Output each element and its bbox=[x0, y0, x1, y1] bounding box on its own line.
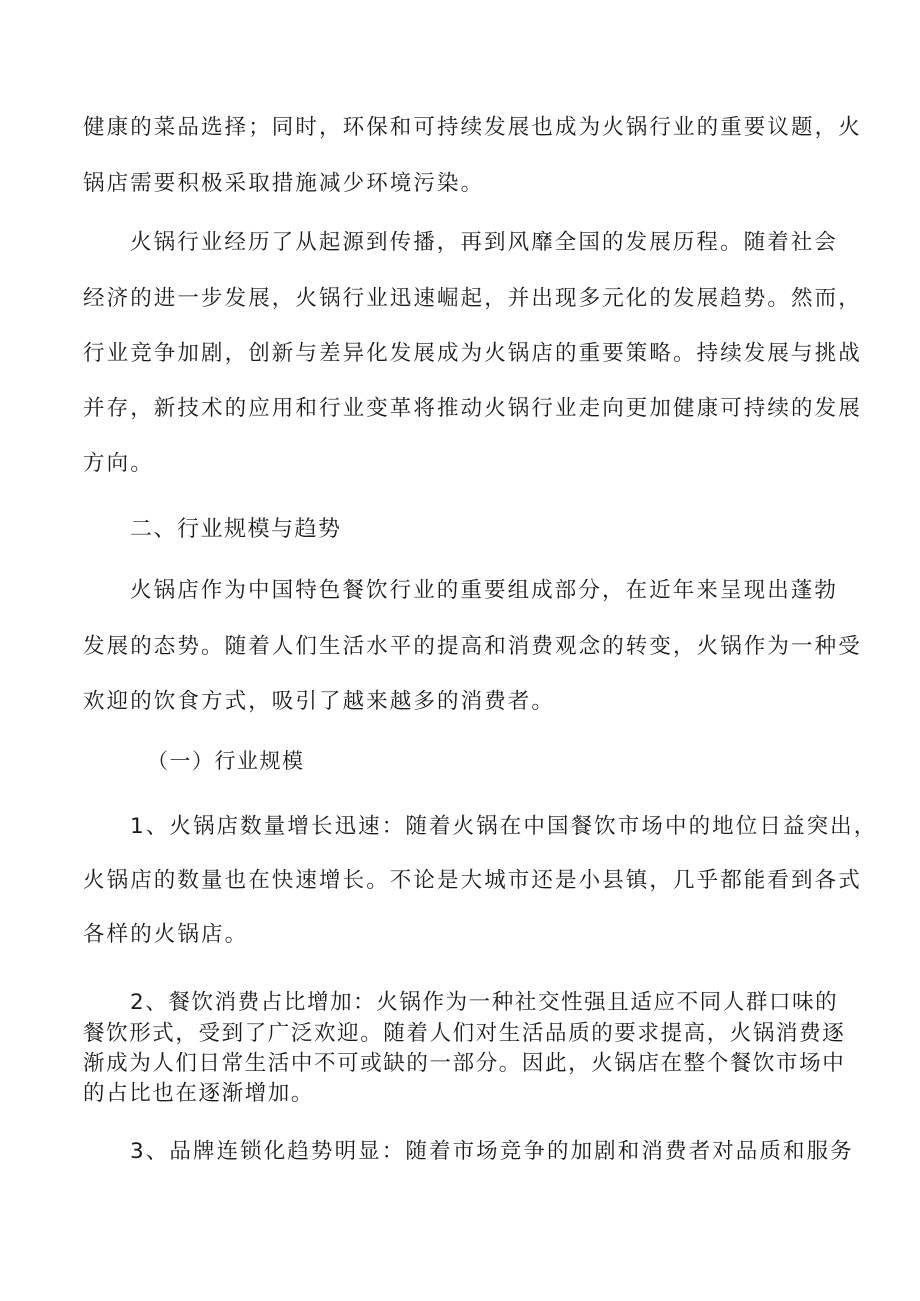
paragraph-line: 火锅店作为中国特色餐饮行业的重要组成部分，在近年来呈现出蓬勃 bbox=[130, 578, 839, 603]
list-item-line: 2、餐饮消费占比增加：火锅作为一种社交性强且适应不同人群口味的 bbox=[130, 990, 839, 1015]
paragraph-line: 健康的菜品选择；同时，环保和可持续发展也成为火锅行业的重要议题，火 bbox=[83, 115, 862, 140]
list-item-line: 餐饮形式，受到了广泛欢迎。随着人们对生活品质的要求提高，火锅消费逐 bbox=[83, 1021, 846, 1046]
list-item-line: 渐成为人们日常生活中不可或缺的一部分。因此，火锅店在整个餐饮市场中 bbox=[83, 1051, 846, 1076]
list-item-line: 火锅店的数量也在快速增长。不论是大城市还是小县镇，几乎都能看到各式 bbox=[83, 868, 862, 893]
paragraph-line: 锅店需要积极采取措施减少环境污染。 bbox=[83, 171, 485, 196]
paragraph-line: 发展的态势。随着人们生活水平的提高和消费观念的转变，火锅作为一种受 bbox=[83, 634, 862, 659]
paragraph-line: 经济的进一步发展，火锅行业迅速崛起，并出现多元化的发展趋势。然而， bbox=[83, 286, 862, 311]
list-item-line: 1、火锅店数量增长迅速：随着火锅在中国餐饮市场中的地位日益突出， bbox=[130, 814, 878, 839]
section-heading: 二、行业规模与趋势 bbox=[130, 517, 342, 542]
paragraph-line: 并存，新技术的应用和行业变革将推动火锅行业走向更加健康可持续的发展 bbox=[83, 396, 862, 421]
list-item-line: 各样的火锅店。 bbox=[83, 922, 249, 947]
subsection-heading: （一）行业规模 bbox=[147, 749, 305, 773]
list-item-line: 的占比也在逐渐增加。 bbox=[83, 1081, 315, 1106]
paragraph-line: 行业竞争加剧，创新与差异化发展成为火锅店的重要策略。持续发展与挑战 bbox=[83, 341, 862, 366]
paragraph-line: 欢迎的饮食方式，吸引了越来越多的消费者。 bbox=[83, 689, 556, 714]
list-item-line: 3、品牌连锁化趋势明显：随着市场竞争的加剧和消费者对品质和服务 bbox=[130, 1139, 854, 1164]
paragraph-line: 方向。 bbox=[83, 451, 154, 476]
paragraph-line: 火锅行业经历了从起源到传播，再到风靡全国的发展历程。随着社会 bbox=[130, 230, 839, 255]
